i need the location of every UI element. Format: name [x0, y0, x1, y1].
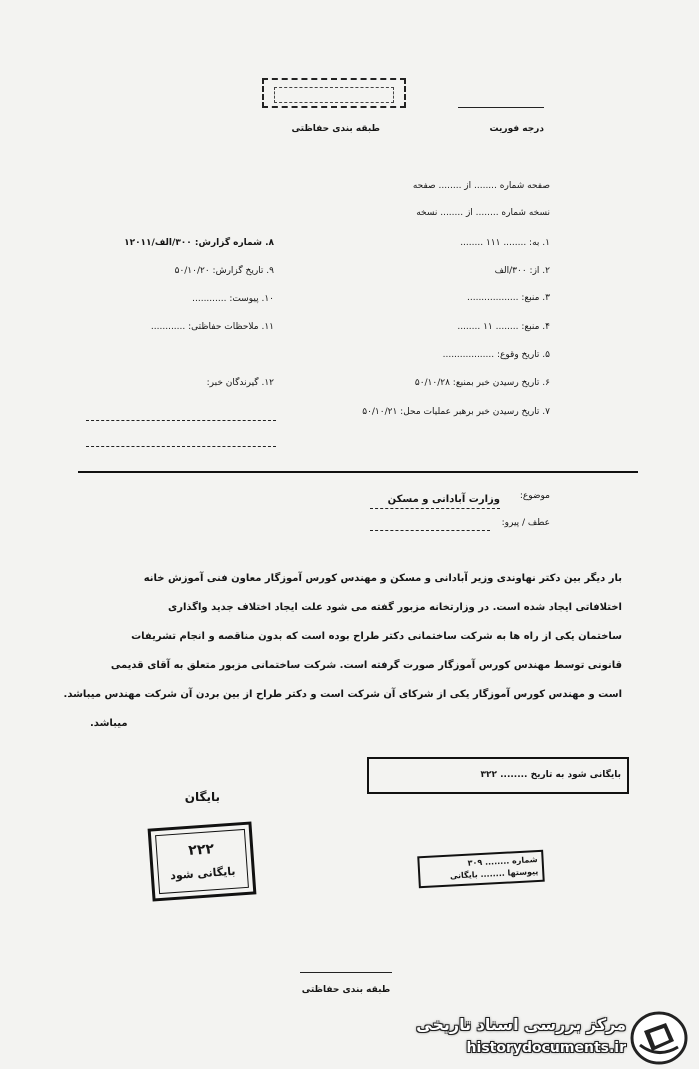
body-line-4: قانونی توسط مهندس کورس آموزگار صورت گرفته است. شرکت ساختمانی مزبور متعلق به آقای قدیمی [110, 660, 622, 671]
security-notes-field: ۱۱. ملاحظات حفاظتی: ............ [150, 322, 274, 332]
body-line-2: اختلافاتی ایجاد شده است. در وزارتخانه مزبور گفته می شود علت ایجاد اختلاف جدید واگذاری [168, 602, 622, 613]
footer-classification-label: طبقه بندی حفاظتی [301, 985, 391, 995]
field-occurrence-date: ۵. تاریخ وقوع: .................. [442, 350, 550, 360]
recipients-line-2 [86, 446, 276, 447]
top-stamp [262, 78, 406, 108]
handwritten-note: بایگان [184, 790, 220, 804]
footer-rule [300, 972, 392, 973]
subject-value: وزارت آبادانی و مسکن [387, 494, 500, 505]
subject-underline [370, 508, 500, 509]
attachment-ref-underline [370, 530, 490, 531]
recipients-field: ۱۲. گیرندگان خبر: [206, 378, 274, 388]
report-date-field: ۹. تاریخ گزارش: ۵۰/۱۰/۲۰ [174, 266, 274, 276]
field-to: ۱. به: ........ ۱۱۱ ........ [460, 238, 550, 248]
field-from: ۲. از: ۳۰۰/الف [494, 266, 550, 276]
left-stamp [148, 821, 257, 901]
body-line-5: است و مهندس کورس آموزگار یکی از شرکای آن شرکت است و دکتر طراح از بین بردن آن شرکت مهندس میباشد. [63, 689, 622, 700]
attachment-ref-label: عطف / پیرو: [501, 518, 550, 528]
priority-label: درجه فوریت [489, 124, 544, 134]
right-stamp-line-1: شماره ........ ۳۰۹ [467, 855, 538, 868]
report-body [63, 564, 622, 738]
recipients-line-1 [86, 420, 276, 421]
page-number-field: صفحه شماره ........ از ........ صفحه [412, 181, 550, 191]
field-source-b: ۴. منبع: ........ ۱۱ ........ [457, 322, 550, 332]
body-line-3: ساختمان یکی از راه ها به شرکت ساختمانی دکتر طراح بوده است که بدون مناقصه و انجام تشریفات [131, 631, 622, 642]
priority-underline [458, 107, 544, 108]
section-divider [78, 471, 638, 473]
attachment-field: ۱۰. پیوست: ............ [192, 294, 274, 304]
copy-number-field: نسخه شماره ........ از ........ نسخه [416, 208, 550, 218]
field-news-to-operations-date: ۷. تاریخ رسیدن خبر برهبر عملیات محل: ۵۰/۱۰/۲۱ [362, 407, 550, 417]
field-source-a: ۳. منبع: .................. [467, 293, 550, 303]
left-stamp-text: بایگانی شود [169, 864, 236, 883]
right-stamp-line-2: پیوستها ........ بایگانی [449, 867, 539, 881]
archive-stamp-text: بایگانی شود به تاریخ ........ ۳۲۲ [480, 770, 621, 780]
field-news-to-source-date: ۶. تاریخ رسیدن خبر بمنبع: ۵۰/۱۰/۲۸ [414, 378, 550, 388]
classification-label: طبقه بندی حفاظتی [291, 124, 380, 134]
watermark-title: مرکز بررسی اسناد تاریخی [416, 1015, 626, 1034]
report-number-field: ۸. شماره گزارش: ۳۰۰/الف/۱۲۰۱۱ [124, 238, 274, 248]
body-line-1: بار دیگر بین دکتر نهاوندی وزیر آبادانی و مسکن و مهندس کورس آموزگار معاون فنی آموزش خانه [143, 573, 622, 584]
left-stamp-number: ۲۲۲ [187, 841, 215, 859]
body-line-6: میباشد. [90, 718, 128, 729]
right-stamp [417, 850, 545, 889]
watermark-url: historydocuments.ir [466, 1040, 626, 1056]
document-center-logo-icon [630, 1011, 688, 1065]
archive-stamp [367, 757, 629, 794]
subject-label: موضوع: [519, 491, 550, 501]
